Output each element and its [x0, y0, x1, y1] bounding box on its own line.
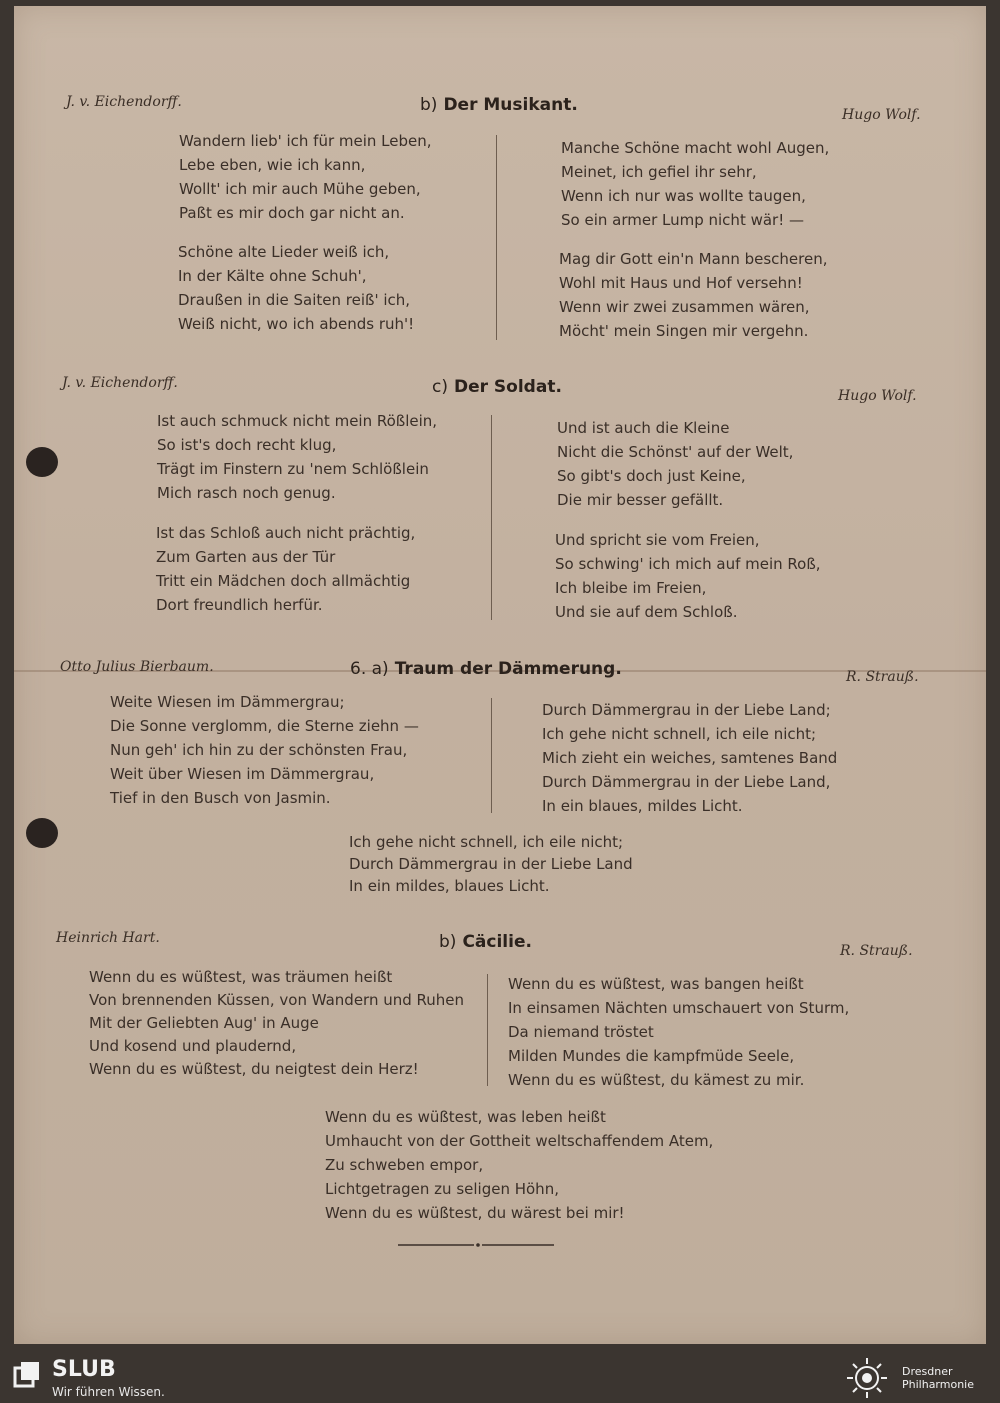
stanza [508, 972, 849, 1092]
verse-line: Ist auch schmuck nicht mein Rößlein, [157, 412, 438, 430]
verse-line: Wenn ich nur was wollte taugen, [561, 187, 806, 205]
column-divider [491, 698, 492, 813]
verse-line: Tief in den Busch von Jasmin. [110, 789, 331, 807]
verse-line: Wenn du es wüßtest, was bangen heißt [508, 975, 804, 993]
stanza [110, 690, 419, 810]
song-letter: a) [371, 659, 389, 679]
song-name: Traum der Dämmerung. [394, 659, 622, 679]
verse-line: Die Sonne verglomm, die Sterne ziehn — [110, 717, 419, 735]
verse-line: Nicht die Schönst' auf der Welt, [557, 443, 794, 461]
verse-line: Wenn du es wüßtest, du kämest zu mir. [508, 1071, 805, 1089]
verse-line: Wohl mit Haus und Hof versehn! [559, 274, 803, 292]
verse-line: Und sie auf dem Schloß. [555, 603, 738, 621]
verse-line: Dort freundlich herfür. [156, 596, 323, 614]
partner-name-line1: Dresdner [902, 1365, 953, 1378]
verse-line: So ein armer Lump nicht wär! — [561, 211, 804, 229]
punch-hole [26, 818, 58, 848]
verse-line: Ich gehe nicht schnell, ich eile nicht; [542, 725, 817, 743]
composer-name: Hugo Wolf. [838, 388, 917, 404]
verse-line: Ist das Schloß auch nicht prächtig, [156, 524, 416, 542]
verse-line: So gibt's doch just Keine, [557, 467, 746, 485]
verse-line: Wenn du es wüßtest, was träumen heißt [89, 968, 393, 986]
verse-line: Und kosend und plaudernd, [89, 1037, 297, 1055]
verse-line: Die mir besser gefällt. [557, 491, 724, 509]
verse-line: Mit der Geliebten Aug' in Auge [89, 1014, 319, 1032]
verse-line: Mich rasch noch genug. [157, 484, 336, 502]
verse-line: Wenn du es wüßtest, du wärest bei mir! [325, 1204, 625, 1222]
verse-line: Und ist auch die Kleine [557, 419, 730, 437]
library-tagline: Wir führen Wissen. [52, 1385, 165, 1399]
song-title [432, 377, 562, 397]
verse-line: Manche Schöne macht wohl Augen, [561, 139, 830, 157]
verse-line: Von brennenden Küssen, von Wandern und Ruhen [89, 991, 465, 1009]
column-divider [491, 415, 492, 620]
verse-line: Zu schweben empor, [325, 1156, 484, 1174]
verse-line: Da niemand tröstet [508, 1023, 654, 1041]
stanza [557, 416, 793, 512]
stanza [157, 409, 437, 505]
stanza [559, 247, 827, 343]
verse-line: Trägt im Finstern zu 'nem Schlößlein [157, 460, 429, 478]
stanza [89, 966, 464, 1081]
verse-line: Möcht' mein Singen mir vergehn. [559, 322, 809, 340]
verse-line: Wenn wir zwei zusammen wären, [559, 298, 810, 316]
poet-name: J. v. Eichendorff. [66, 94, 182, 110]
verse-line: Wandern lieb' ich für mein Leben, [179, 132, 432, 150]
punch-hole [26, 447, 58, 477]
verse-line: Weit über Wiesen im Dämmergrau, [110, 765, 375, 783]
verse-line: Schöne alte Lieder weiß ich, [178, 243, 390, 261]
verse-line: Durch Dämmergrau in der Liebe Land; [542, 701, 831, 719]
column-divider [487, 974, 488, 1086]
song-name: Der Soldat. [453, 377, 562, 397]
closing-stanza [349, 831, 633, 897]
library-name: SLUB [52, 1357, 116, 1382]
verse-line: In der Kälte ohne Schuh', [178, 267, 367, 285]
stanza [542, 698, 837, 818]
verse-line: Lebe eben, wie ich kann, [179, 156, 366, 174]
verse-line: Ich gehe nicht schnell, ich eile nicht; [349, 833, 624, 851]
partner-name-line2: Philharmonie [902, 1378, 974, 1391]
verse-line: So schwing' ich mich auf mein Roß, [555, 555, 821, 573]
composer-name: R. Strauß. [840, 943, 913, 959]
composer-name: Hugo Wolf. [842, 107, 921, 123]
verse-line: Zum Garten aus der Tür [156, 548, 336, 566]
verse-line: Weite Wiesen im Dämmergrau; [110, 693, 345, 711]
verse-line: Weiß nicht, wo ich abends ruh'! [178, 315, 415, 333]
song-name: Der Musikant. [443, 95, 578, 115]
closing-ornament [396, 1243, 556, 1247]
stanza [561, 136, 829, 232]
verse-line: Und spricht sie vom Freien, [555, 531, 760, 549]
verse-line: Umhaucht von der Gottheit weltschaffendem Atem, [325, 1132, 714, 1150]
stanza [156, 521, 415, 617]
verse-line: In einsamen Nächten umschauert von Sturm, [508, 999, 850, 1017]
verse-line: Durch Dämmergrau in der Liebe Land [349, 855, 633, 873]
poet-name: Heinrich Hart. [56, 930, 160, 946]
stanza [179, 129, 432, 225]
verse-line: Lichtgetragen zu seligen Höhn, [325, 1180, 559, 1198]
stanza [178, 240, 414, 336]
verse-line: Wollt' ich mir auch Mühe geben, [179, 180, 421, 198]
composer-name: R. Strauß. [846, 669, 919, 685]
philharmonie-logo-icon [842, 1356, 892, 1400]
verse-line: Meinet, ich gefiel ihr sehr, [561, 163, 757, 181]
verse-line: Wenn du es wüßtest, du neigtest dein Herz! [89, 1060, 419, 1078]
song-title [350, 659, 622, 679]
verse-line: Nun geh' ich hin zu der schönsten Frau, [110, 741, 408, 759]
slub-logo-icon [12, 1359, 42, 1389]
verse-line: Draußen in die Saiten reiß' ich, [178, 291, 411, 309]
poet-name: J. v. Eichendorff. [62, 375, 178, 391]
partner-name [902, 1365, 974, 1391]
verse-line: In ein blaues, mildes Licht. [542, 797, 743, 815]
song-letter: b) [420, 95, 438, 115]
song-title [420, 95, 578, 115]
song-title [439, 932, 532, 952]
song-letter: b) [439, 932, 457, 952]
column-divider [496, 135, 497, 340]
verse-line: Mag dir Gott ein'n Mann bescheren, [559, 250, 828, 268]
poet-name: Otto Julius Bierbaum. [60, 659, 214, 675]
verse-line: Milden Mundes die kampfmüde Seele, [508, 1047, 795, 1065]
verse-line: In ein mildes, blaues Licht. [349, 877, 550, 895]
closing-stanza [325, 1105, 713, 1225]
verse-line: Ich bleibe im Freien, [555, 579, 707, 597]
verse-line: Mich zieht ein weiches, samtenes Band [542, 749, 838, 767]
verse-line: Paßt es mir doch gar nicht an. [179, 204, 405, 222]
song-number: 6. [350, 659, 367, 679]
stanza [555, 528, 821, 624]
song-name: Cäcilie. [462, 932, 532, 952]
song-letter: c) [432, 377, 448, 397]
verse-line: Tritt ein Mädchen doch allmächtig [156, 572, 411, 590]
verse-line: Durch Dämmergrau in der Liebe Land, [542, 773, 831, 791]
verse-line: So ist's doch recht klug, [157, 436, 337, 454]
verse-line: Wenn du es wüßtest, was leben heißt [325, 1108, 606, 1126]
